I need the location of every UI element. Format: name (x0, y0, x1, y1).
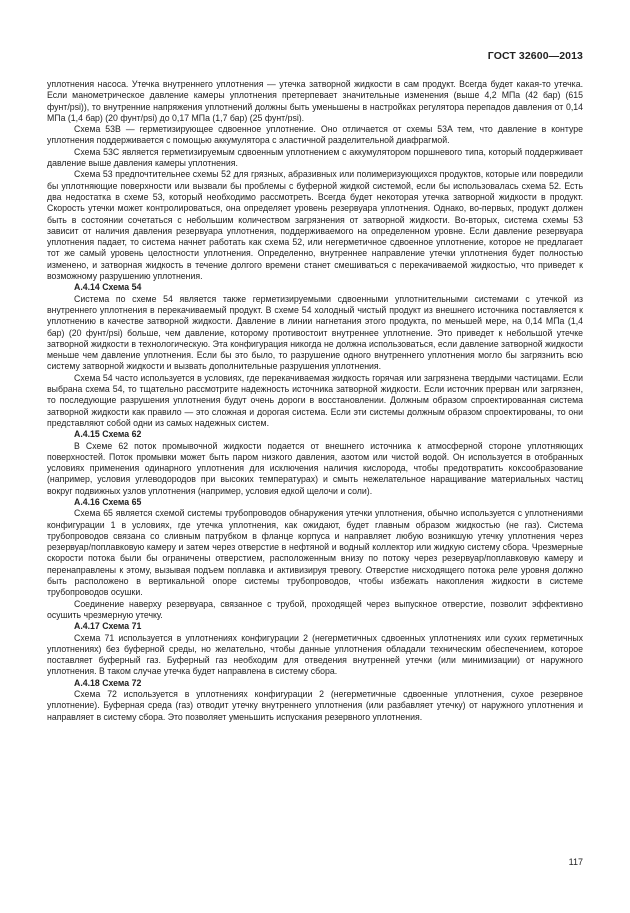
paragraph: Схема 53B — герметизирующее сдвоенное уплотнение. Оно отличается от схемы 53A тем, что давление в контуре уплотнения поддерживается с помощью аккумулятора с эластичной разделительной диафрагмой. (47, 124, 583, 146)
paragraph: Система по схеме 54 является также герметизируемыми сдвоенными уплотнительными системами с утечкой из внутреннего уплотнения в перекачиваемый продукт. В схеме 54 холодный чистый продукт из внешнего источника поставляется к уплотнению в качестве затворной жидкости. Давление в линии нагнетания этого продукта, по меньшей мере, на 0,14 МПа (1,4 бар) (20 фунт/psi) больше, чем давление, которому противостоит внутреннее уплотнение. Это приведет к небольшой утечке затворной жидкости в технологическую. Эта конфигурация никогда не должна использоваться, если давление затворной жидкости меньше чем давление уплотнения. Если бы это было, то разрушение одного внутреннего уплотнения могло бы загрязнить всю систему затворной жидкости и вызвать дополнительные разрушения уплотнения. (47, 293, 583, 372)
paragraph: Схема 71 используется в уплотнениях конфигурации 2 (негерметичных сдвоенных уплотнениях или сухих герметичных уплотнениях) без буферной среды, но желательно, чтобы данные уплотнения обладали техническим обеспечением, которое поставляет буферный газ. Буферный газ необходим для отведения внутренней утечки (или минимизации) от наружного уплотнения. В таком случае утечка будет направлена в систему сбора. (47, 632, 583, 677)
page-number: 117 (568, 857, 583, 867)
document-body (47, 79, 583, 723)
paragraph: Схема 53 предпочтительнее схемы 52 для грязных, абразивных или полимеризующихся продуктов, которые или повредили бы уплотняющие поверхности или вызвали бы проблемы с буферной жидкой системой, если бы использовалась схема 52. Есть два недостатка в схеме 53, который необходимо рассмотреть. Всегда будет некоторая утечка затворной жидкости в продукт. Скорость утечки может контролироваться, она определяет уровень резервуара уплотнения. Однако, во-первых, продукт должен быть в состоянии сочетаться с небольшим количеством загрязнения от затворной жидкости. Во-вторых, система схемы 53 зависит от наличия давления резервуара уплотнения, поддерживаемого на определенном уровне. Если давление резервуара уплотнения падает, то система начнет работать как схема 52, или негерметичное сдвоенное уплотнение, которое не предлагает тот же самый уровень целостности уплотнения. Определенно, внутреннее направление утечки уплотнения будет полностью изменено, и затворная жидкость в течение долгого времени станет смешиваться с перекачиваемой жидкостью, что приведет к возможному разрушению уплотнения. (47, 169, 583, 282)
section-heading: A.4.15 Схема 62 (74, 429, 142, 440)
document-header: ГОСТ 32600—2013 (487, 50, 583, 62)
section-heading: A.4.17 Схема 71 (74, 621, 142, 632)
paragraph: Схема 54 часто используется в условиях, где перекачиваемая жидкость горячая или загрязнена твердыми частицами. Если выбрана схема 54, то тщательно рассмотрите надежность источника затворной жидкости. Если источник прерван или загрязнен, то последующие разрушения уплотнения будут очень дороги в восстановлении. Должным образом спроектированная система затворной жидкости как правило — это сложная и дорогая система. Если эти системы должным образом спроектированы, то они представляют собой одни из самых надежных систем. (47, 372, 583, 428)
section-heading: A.4.14 Схема 54 (74, 282, 142, 293)
paragraph: Соединение наверху резервуара, связанное с трубой, проходящей через выпускное отверстие, позволит эффективно осушить чрезмерную утечку. (47, 598, 583, 620)
paragraph: Схема 72 используется в уплотнениях конфигурации 2 (негерметичные сдвоенные уплотнения, сухое резервное уплотнение). Буферная среда (газ) отводит утечку внутреннего уплотнения (или разбавляет утечку) от наружного уплотнения и направляет в систему сбора. Это позволяет уменьшить испускания резервного уплотнения. (47, 689, 583, 722)
paragraph: В Схеме 62 поток промывочной жидкости подается от внешнего источника к атмосферной стороне уплотняющих поверхностей. Поток промывки может быть паром низкого давления, азотом или чистой водой. Он используется в отобранных условиях применения одинарного уплотнения для исключения наличия кислорода, чтобы предотвратить коксообразование (например, условия углеводородов при высоких температурах) и смыть нежелательное наращивание материальных частиц вокруг подвижных узлов уплотнения (например, условия едкой щелочи и соли). (47, 440, 583, 496)
paragraph: Схема 65 является схемой системы трубопроводов обнаружения утечки уплотнения, обычно используется с уплотнениями конфигурации 1 в условиях, где утечка уплотнения, как ожидают, будет главным образом жидкостью (не газ). Система трубопроводов связана со сливным патрубком в фланце корпуса и направляет любую возникшую утечку уплотнения через резервуар/поплавковую камеру и затем через отверстие в нефтяной и водный коллектор или жидкую систему сбора. Чрезмерные скорости потока были бы ограничены отверстием, расположенным внизу по потоку через резервуар/поплавковую камеру и перенаправлены к этому, вызывая подъем поплавка и активизируя тревогу. Отверстие нисходящего потока реле уровня должно быть расположено в вертикальной опоре системы трубопроводов, чтобы избежать накопления жидкости в системе трубопроводов осушки. (47, 508, 583, 598)
section-heading: A.4.16 Схема 65 (74, 496, 142, 507)
paragraph: уплотнения насоса. Утечка внутреннего уплотнения — утечка затворной жидкости в сам продукт. Всегда будет какая-то утечка. Если манометрическое давление камеры уплотнения претерпевает значительные изменения (выше 4,2 МПа (42 бар) (615 фунт/psi)), то внутренние напряжения уплотнений должны быть уменьшены в настройках регулятора перепадов давления от 0,14 МПа (1,4 бар) (20 фунт/psi) до 0,17 МПа (1,7 бар) (25 фунт/psi). (47, 79, 583, 123)
paragraph: Схема 53C является герметизируемым сдвоенным уплотнением с аккумулятором поршневого типа, который поддерживает давление выше давления камеры уплотнения. (47, 146, 583, 169)
section-heading: A.4.18 Схема 72 (74, 677, 142, 688)
